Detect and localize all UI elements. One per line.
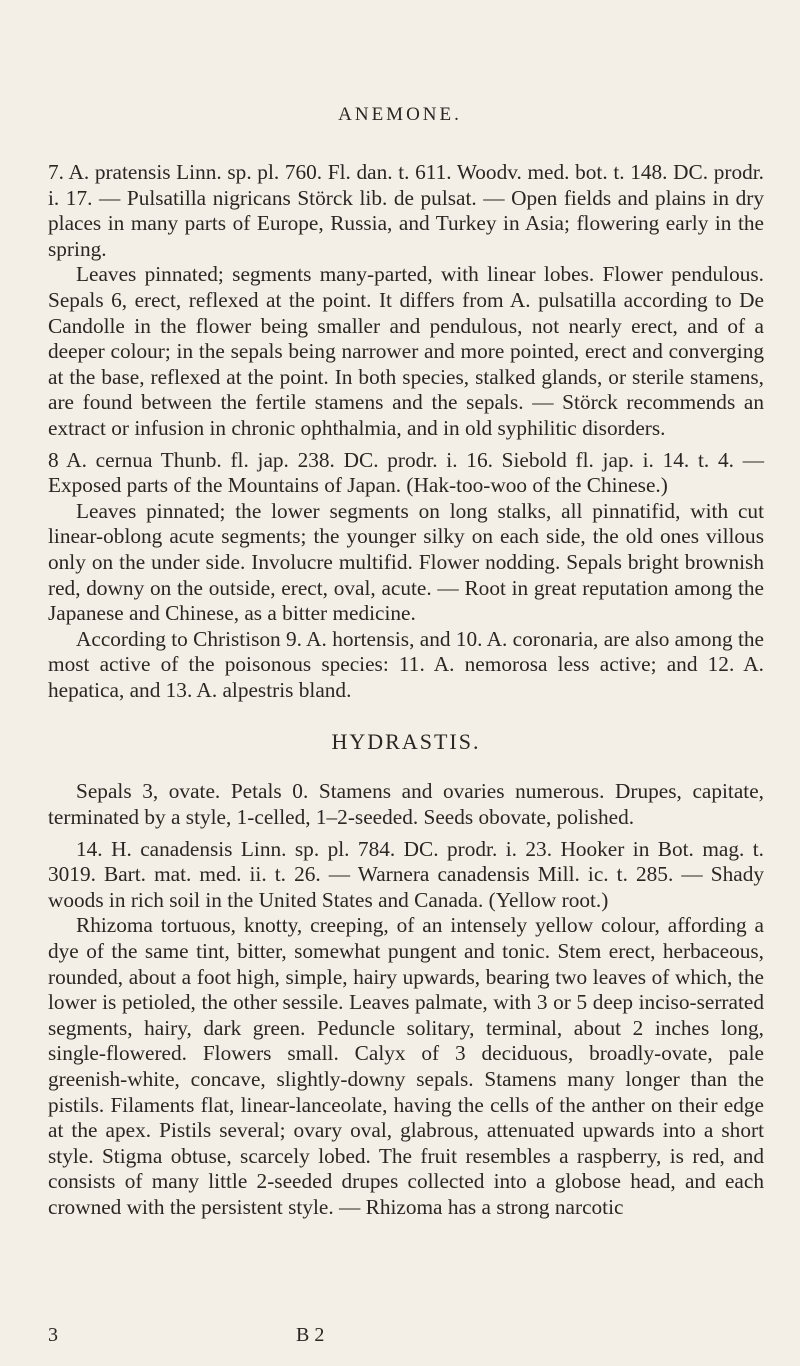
running-head: ANEMONE. <box>338 104 462 125</box>
section-heading-hydrastis: HYDRASTIS. <box>331 729 481 755</box>
genus-description-hydrastis: Sepals 3, ovate. Petals 0. Stamens and ovaries numerous. Drupes, capitate, terminated by a style, 1-celled, 1–2-seeded. Seeds obovate, polished. <box>48 779 764 830</box>
description-anemone-cernua: Leaves pinnated; the lower segments on long stalks, all pinnatifid, with cut linear-oblong acute segments; the younger silky on each side, the old ones villous only on the under side. Involucre multifid. Flower nodding. Sepals bright brownish red, downy on the outside, erect, oval, acute. — Root in great reputation among the Japanese and Chinese, as a bitter medicine. <box>48 498 764 626</box>
entry-hydrastis-canadensis: 14. H. canadensis Linn. sp. pl. 784. DC. prodr. i. 23. Hooker in Bot. mag. t. 3019. Bart. mat. med. ii. t. 26. — Warnera canadensis Mill. ic. t. 285. — Shady woods in rich soil in the United States and Canada. (Yellow root.) <box>48 836 764 912</box>
signature-mark: B 2 <box>296 1324 325 1346</box>
description-hydrastis-canadensis: Rhizoma tortuous, knotty, creeping, of an intensely yellow colour, affording a dye of the same tint, bitter, somewhat pungent and tonic. Stem erect, herbaceous, rounded, about a foot high, simple, hairy upwards, bearing two leaves of which, the lower is petioled, the other sessile. Leaves palmate, with 3 or 5 deep inciso-serrated segments, hairy, dark green. Peduncle solitary, terminal, about 2 inches long, single-flowered. Flowers small. Calyx of 3 deciduous, broadly-ovate, pale greenish-white, concave, slightly-downy sepals. Stamens many longer than the pistils. Filaments flat, linear-lanceolate, having the cells of the anther on their edge at the apex. Pistils several; ovary oval, glabrous, attenuated upwards into a short style. Stigma obtuse, scarcely lobed. The fruit resembles a raspberry, is red, and consists of many little 2-seeded drupes collected into a globose head, and each crowned with the persistent style. — Rhizoma has a strong narcotic <box>48 913 764 1219</box>
page-number: 3 <box>48 1324 58 1346</box>
note-anemone-species: According to Christison 9. A. hortensis, and 10. A. coronaria, are also among the most active of the poisonous species: 11. A. nemorosa less active; and 12. A. hepatica, and 13. A. alpestris bland. <box>48 626 764 702</box>
description-anemone-pratensis: Leaves pinnated; segments many-parted, with linear lobes. Flower pendulous. Sepals 6, erect, reflexed at the point. It differs from A. pulsatilla according to De Candolle in the flower being smaller and pendulous, not nearly erect, and of a deeper colour; in the sepals being narrower and more pointed, erect and converging at the base, reflexed at the point. In both species, stalked glands, or sterile stamens, are found between the fertile stamens and the sepals. — Störck recommends an extract or infusion in chronic ophthalmia, and in old syphilitic disorders. <box>48 262 764 440</box>
body-text <box>48 160 764 1221</box>
entry-anemone-cernua: 8 A. cernua Thunb. fl. jap. 238. DC. prodr. i. 16. Siebold fl. jap. i. 14. t. 4. — Exposed parts of the Mountains of Japan. (Hak-too-woo of the Chinese.) <box>48 447 764 498</box>
entry-anemone-pratensis: 7. A. pratensis Linn. sp. pl. 760. Fl. dan. t. 611. Woodv. med. bot. t. 148. DC. prodr. i. 17. — Pulsatilla nigricans Störck lib. de pulsat. — Open fields and plains in dry places in many parts of Europe, Russia, and Turkey in Asia; flowering early in the spring. <box>48 160 764 261</box>
